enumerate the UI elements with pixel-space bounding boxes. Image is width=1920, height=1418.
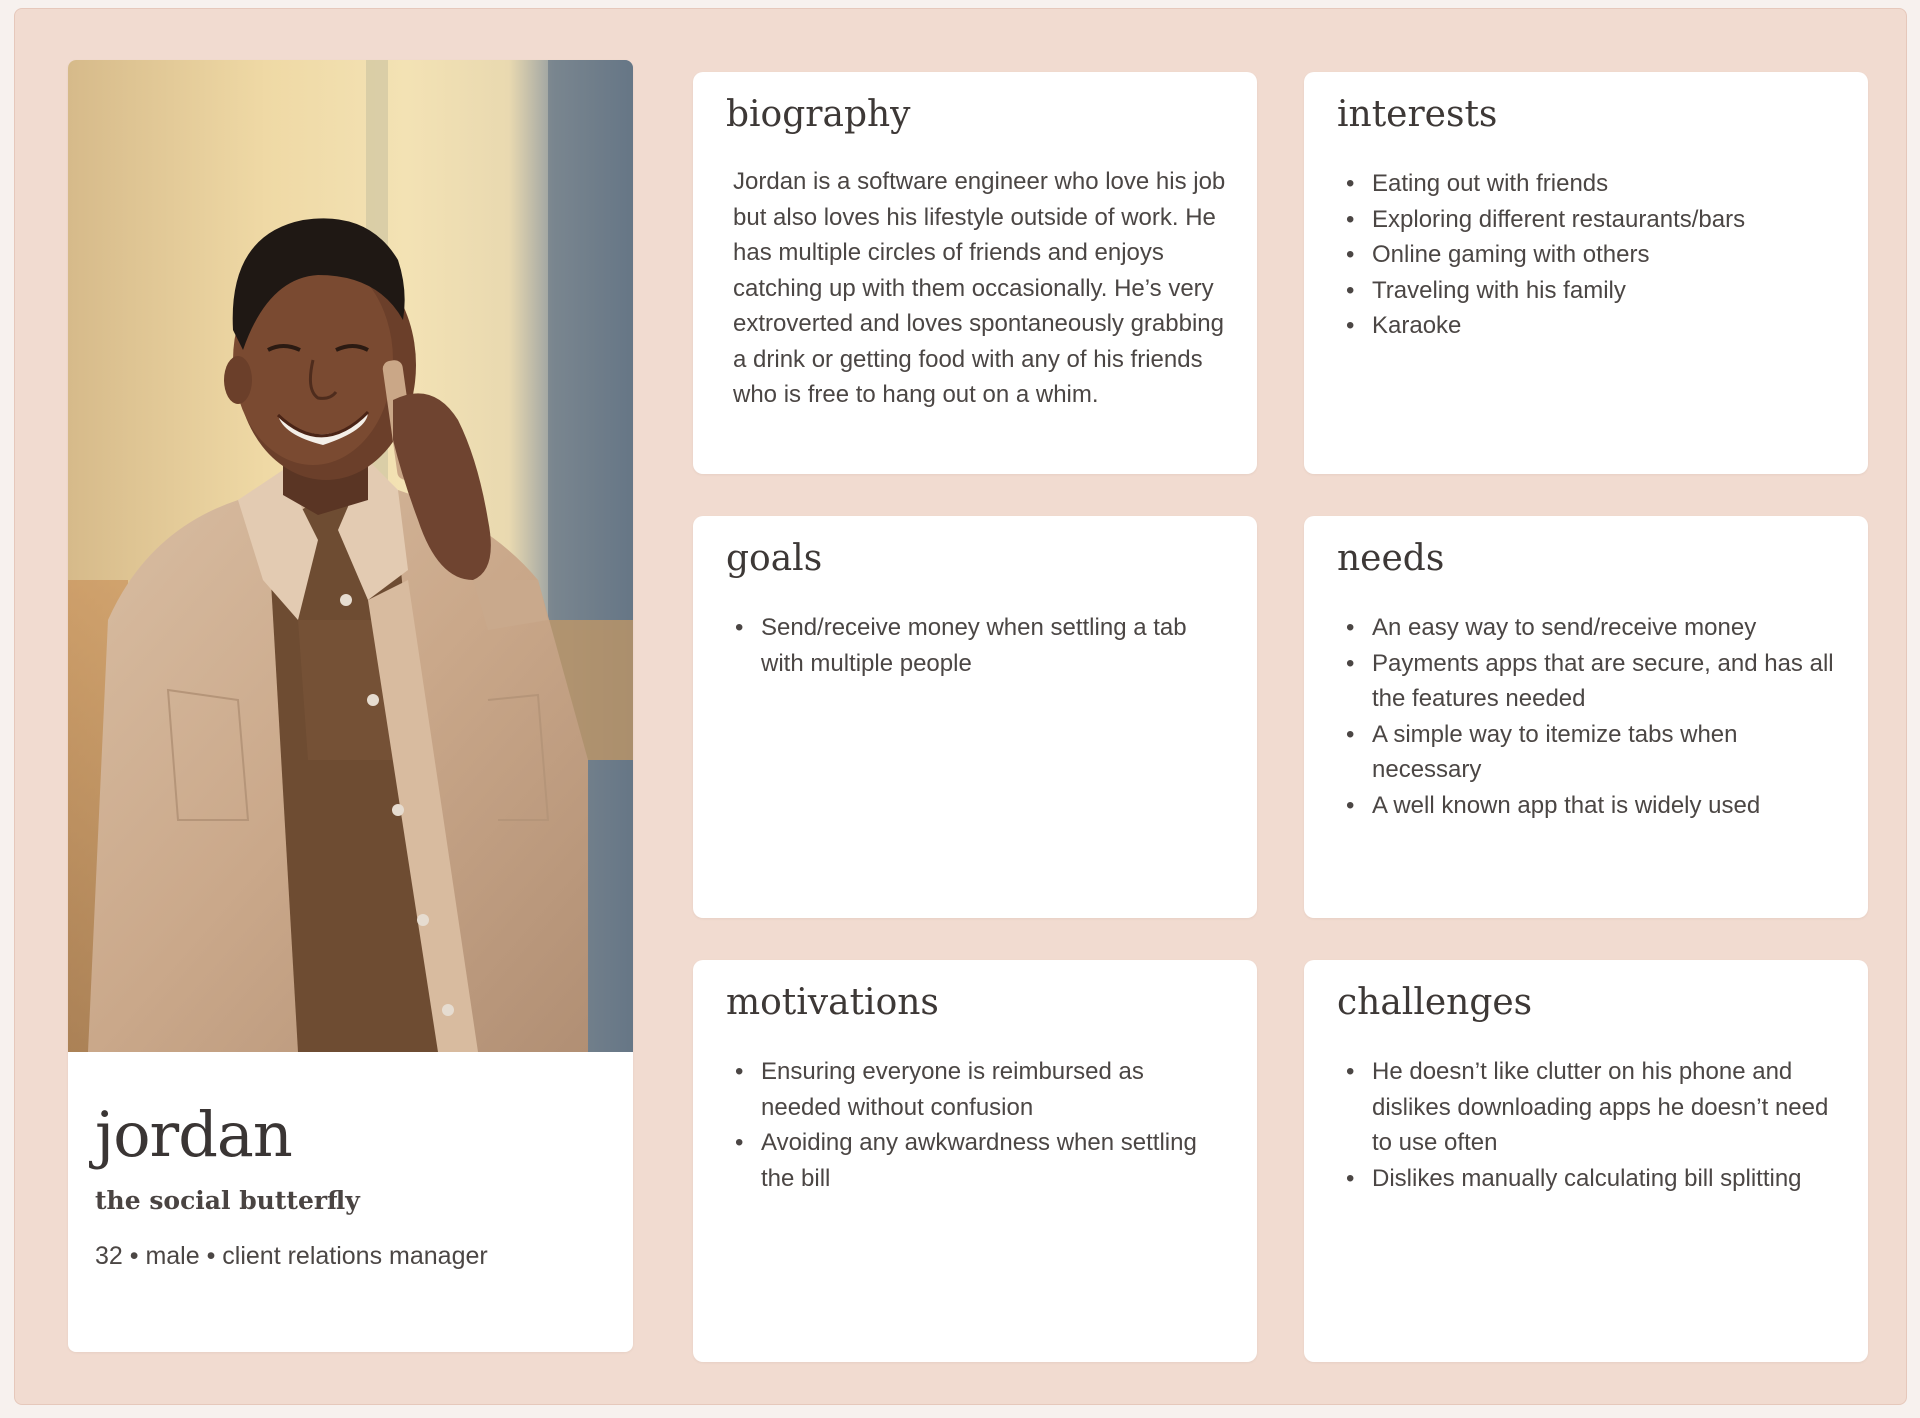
challenges-card <box>1304 960 1868 1362</box>
list-item: • Ensuring everyone is reimbursed as needed without confusion <box>733 1054 1227 1125</box>
persona-tagline: the social butterfly <box>95 1186 360 1215</box>
persona-meta: 32 • male • client relations manager <box>95 1242 488 1270</box>
list-item: • A well known app that is widely used <box>1344 788 1838 824</box>
motivations-list <box>733 1054 1227 1196</box>
biography-card <box>693 72 1257 474</box>
goals-card <box>693 516 1257 918</box>
list-item: • Payments apps that are secure, and has all the features needed <box>1344 646 1838 717</box>
needs-title: needs <box>1337 538 1445 579</box>
list-item: • Dislikes manually calculating bill splitting <box>1344 1161 1838 1197</box>
list-item: • Karaoke <box>1344 308 1838 344</box>
profile-card <box>68 60 633 1352</box>
needs-card <box>1304 516 1868 918</box>
interests-title: interests <box>1337 94 1498 135</box>
list-item: • Exploring different restaurants/bars <box>1344 202 1838 238</box>
persona-board <box>14 8 1907 1405</box>
interests-list <box>1344 166 1838 344</box>
biography-text: Jordan is a software engineer who love his job but also loves his lifestyle outside of work. He has multiple circles of friends and enjoys catching up with them occasionally. He’s very extroverted and loves spontaneously grabbing a drink or getting food with any of his friends who is free to hang out on a whim. <box>733 168 1226 408</box>
challenges-title: challenges <box>1337 982 1533 1023</box>
goals-title: goals <box>726 538 823 579</box>
persona-photo <box>68 60 633 1052</box>
biography-title: biography <box>726 94 911 135</box>
list-item: • He doesn’t like clutter on his phone and dislikes downloading apps he doesn’t need to use often <box>1344 1054 1838 1161</box>
list-item: • An easy way to send/receive money <box>1344 610 1838 646</box>
motivations-title: motivations <box>726 982 939 1023</box>
motivations-card <box>693 960 1257 1362</box>
list-item: • Eating out with friends <box>1344 166 1838 202</box>
list-item: • Send/receive money when settling a tab with multiple people <box>733 610 1227 681</box>
persona-photo-illustration <box>68 60 633 1052</box>
interests-card <box>1304 72 1868 474</box>
list-item: • Avoiding any awkwardness when settling the bill <box>733 1125 1227 1196</box>
needs-list <box>1344 610 1838 823</box>
challenges-list <box>1344 1054 1838 1196</box>
list-item: • Traveling with his family <box>1344 273 1838 309</box>
persona-name: jordan <box>95 1098 292 1171</box>
list-item: • A simple way to itemize tabs when necessary <box>1344 717 1838 788</box>
goals-list <box>733 610 1227 681</box>
list-item: • Online gaming with others <box>1344 237 1838 273</box>
